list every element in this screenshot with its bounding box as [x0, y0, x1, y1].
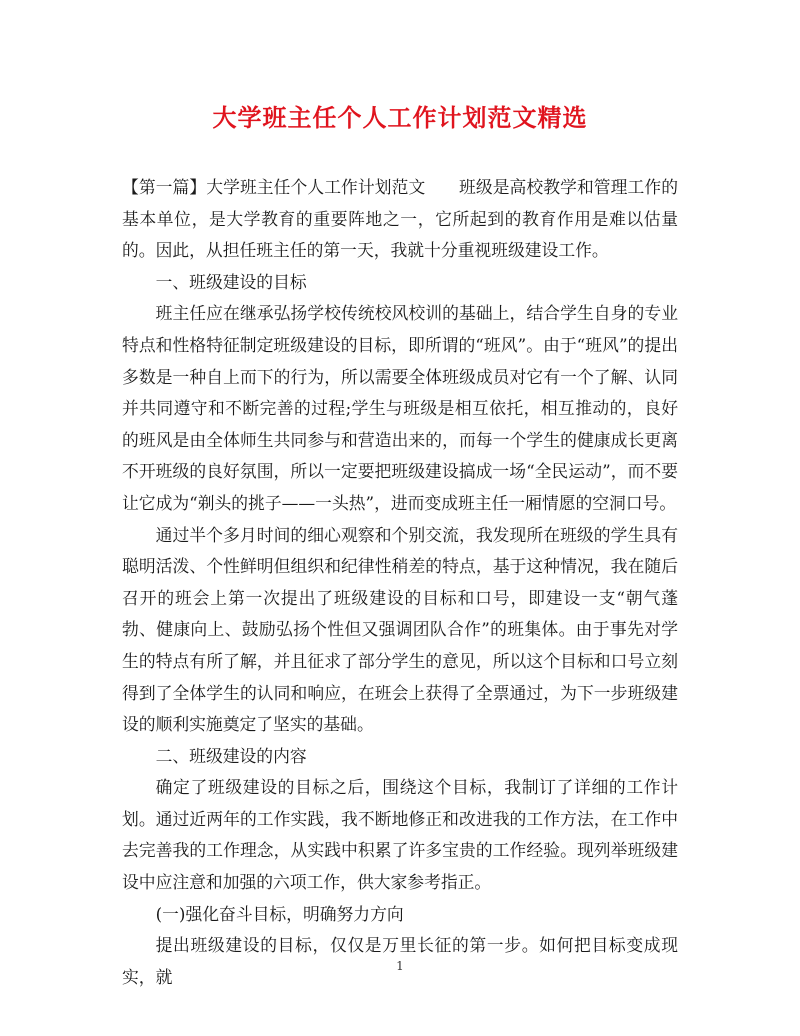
section-heading-content: 二、班级建设的内容 — [155, 745, 307, 766]
paragraph-observation: 通过半个多月时间的细心观察和个别交流，我发现所在班级的学生具有聪明活泼、个性鲜明但组织和纪律性稍差的特点，基于这种情况，我在随后召开的班会上第一次提出了班级建设的目标和口号，即建设一支“朝气蓬勃、健康向上、鼓励弘扬个性但又强调团队合作”的班集体。由于事先对学生的特点有所了解，并且征求了部分学生的意见，所以这个目标和口号立刻得到了全体学生的认同和响应，在班会上获得了全票通过，为下一步班级建设的顺利实施奠定了坚实的基础。 — [122, 524, 678, 735]
page-number: 1 — [396, 959, 404, 973]
document-title: 大学班主任个人工作计划范文精选 — [212, 103, 588, 132]
paragraph-intro: 【第一篇】大学班主任个人工作计划范文 班级是高校教学和管理工作的基本单位，是大学教育的重要阵地之一，它所起到的教育作用是难以估量的。因此，从担任班主任的第一天，我就十分重视班级建设工作。 — [122, 177, 678, 261]
paragraph-first-step: 提出班级建设的目标，仅仅是万里长征的第一步。如何把目标变成现实，就 — [122, 935, 678, 987]
paragraph-work-plan: 确定了班级建设的目标之后，围绕这个目标，我制订了详细的工作计划。通过近两年的工作实践，我不断地修正和改进我的工作方法，在工作中去完善我的工作理念，从实践中积累了许多宝贵的工作经验。现列举班级建设中应注意和加强的六项工作，供大家参考指正。 — [122, 777, 678, 893]
paragraph-class-spirit: 班主任应在继承弘扬学校传统校风校训的基础上，结合学生自身的专业特点和性格特征制定班级建设的目标，即所谓的“班风”。由于“班风”的提出多数是一种自上而下的行为，所以需要全体班级成员对它有一个了解、认同并共同遵守和不断完善的过程;学生与班级是相互依托，相互推动的，良好的班风是由全体师生共同参与和营造出来的，而每一个学生的健康成长更离不开班级的良好氛围，所以一定要把班级建设搞成一场“全民运动”，而不要让它成为“剃头的挑子——一头热”，进而变成班主任一厢情愿的空洞口号。 — [122, 303, 678, 513]
document-body — [122, 172, 678, 993]
subsection-heading-goal-direction: (一)强化奋斗目标，明确努力方向 — [155, 903, 404, 924]
section-heading-goals: 一、班级建设的目标 — [155, 271, 307, 292]
